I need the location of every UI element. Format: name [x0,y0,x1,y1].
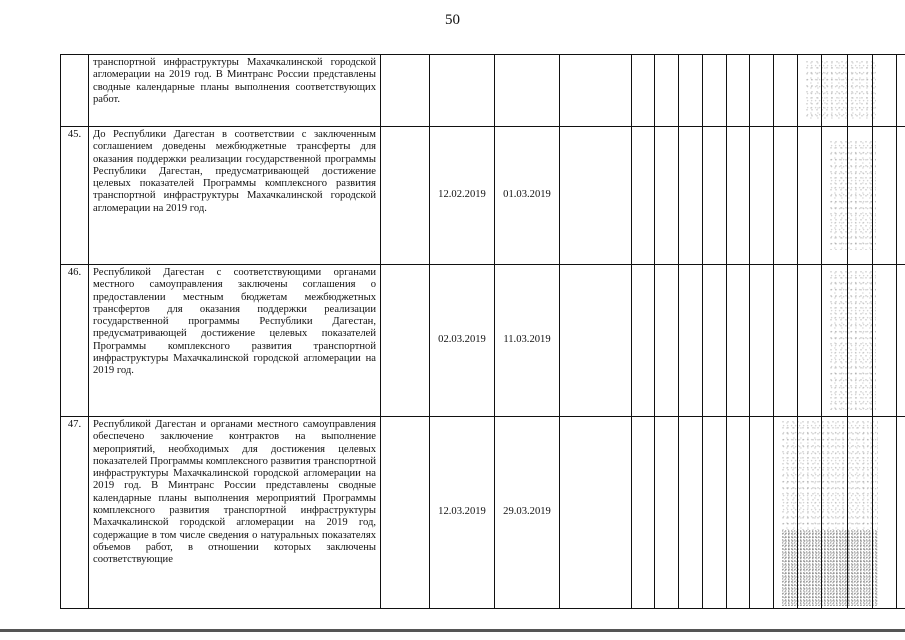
table-row [61,417,905,609]
empty-cell [560,265,632,417]
empty-cell [381,55,430,127]
empty-cell [381,265,430,417]
timeline-cell [632,127,655,265]
timeline-cell [873,55,897,127]
end-date [495,55,560,127]
timeline-cell [897,265,905,417]
timeline-cell [750,417,774,609]
table-row [61,55,905,127]
timeline-cell [703,265,727,417]
timeline-cell [822,417,848,609]
timeline-cell [750,127,774,265]
timeline-cell [679,127,703,265]
timeline-cell [750,265,774,417]
timeline-cell [727,55,750,127]
table-row [61,265,905,417]
timeline-cell [897,417,905,609]
timeline-cell [632,55,655,127]
empty-cell [560,127,632,265]
end-date: 29.03.2019 [495,417,560,609]
row-description: транспортной инфраструктуры Махачкалинской городской агломерации на 2019 год. В Минтранс России представлены сводные календарные планы выполнения соответствующих работ. [93,57,376,105]
page-bottom-edge [0,629,905,632]
table-row [61,127,905,265]
timeline-cell [679,265,703,417]
timeline-cell [703,55,727,127]
timeline-cell [679,55,703,127]
timeline-cell [632,265,655,417]
timeline-cell [655,265,679,417]
start-date: 12.02.2019 [430,127,495,265]
start-date: 02.03.2019 [430,265,495,417]
row-number: 45. [61,127,89,265]
timeline-cell [750,55,774,127]
timeline-cell [655,417,679,609]
page-number: 50 [445,12,460,28]
start-date [430,55,495,127]
timeline-cell [848,55,873,127]
row-description: Республикой Дагестан и органами местного самоуправления обеспечено заключение контрактов на выполнение мероприятий, необходимых для достижения целевых показателей Программы комплексного развития транспортной инфраструктуры Махачкалинской городской агломерации на 2019 год. В Минтранс России представлены сводные календарные планы выполнения мероприятий Программы комплексного развития транспортной инфраструктуры Махачкалинской городской агломерации на 2019 год, содержащие в том числе сведения о натуральных показателях объемов работ, в отношении которых заключены соответствующие [93,419,376,566]
timeline-cell [897,127,905,265]
timeline-cell [774,417,798,609]
timeline-cell [727,127,750,265]
timeline-cell [798,127,822,265]
empty-cell [381,417,430,609]
timeline-cell [848,127,873,265]
timeline-cell [798,55,822,127]
timeline-cell [873,127,897,265]
timeline-cell [822,265,848,417]
empty-cell [560,55,632,127]
timeline-cell [897,55,905,127]
timeline-cell [798,417,822,609]
timeline-cell [822,55,848,127]
timeline-cell [873,265,897,417]
start-date: 12.03.2019 [430,417,495,609]
timeline-cell [774,265,798,417]
timeline-cell [822,127,848,265]
timeline-cell [679,417,703,609]
timeline-cell [632,417,655,609]
row-description: До Республики Дагестан в соответствии с заключенным соглашением доведены межбюджетные трансферты для оказания поддержки реализации государственной программы Республики Дагестан, предусматривающей достижение целевых показателей Программы комплексного развития транспортной инфраструктуры Махачкалинской городской агломерации на 2019 год. [93,129,376,214]
row-number: 47. [61,417,89,609]
end-date: 11.03.2019 [495,265,560,417]
timeline-cell [848,417,873,609]
row-number: 46. [61,265,89,417]
end-date: 01.03.2019 [495,127,560,265]
row-description: Республикой Дагестан с соответствующими органами местного самоуправления заключены соглашения о предоставлении местным бюджетам межбюджетных трансфертов для оказания поддержки реализации государственной программы Республики Дагестан, предусматривающей достижение целевых показателей Программы комплексного развития транспортной инфраструктуры Махачкалинской городской агломерации на 2019 год. [93,267,376,377]
row-number [61,55,89,127]
timeline-cell [774,127,798,265]
timeline-cell [703,127,727,265]
timeline-cell [798,265,822,417]
empty-cell [560,417,632,609]
timeline-cell [873,417,897,609]
timeline-cell [655,55,679,127]
timeline-cell [727,265,750,417]
schedule-table [60,54,905,609]
timeline-cell [703,417,727,609]
timeline-cell [774,55,798,127]
empty-cell [381,127,430,265]
timeline-cell [655,127,679,265]
timeline-cell [727,417,750,609]
timeline-cell [848,265,873,417]
